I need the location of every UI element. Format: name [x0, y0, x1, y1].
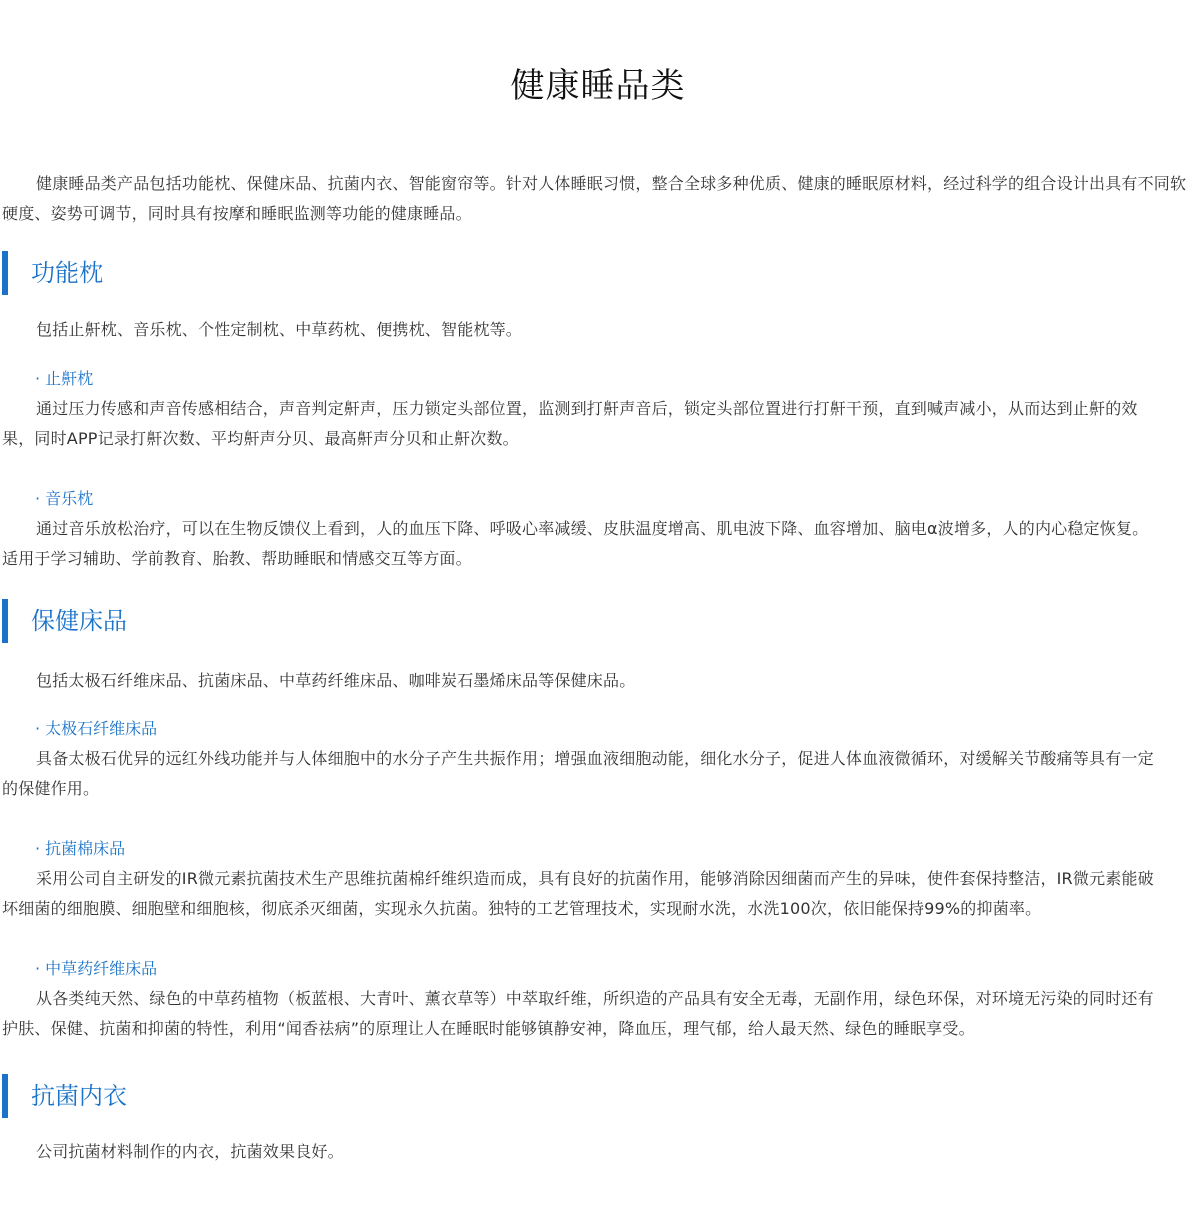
section-title: 抗菌内衣: [31, 1082, 127, 1110]
section-accent-bar: [2, 251, 8, 295]
section-header-antibacterial-underwear: [0, 1074, 600, 1118]
section-title: 功能枕: [31, 259, 103, 287]
subsection-title: · 音乐枕: [35, 489, 94, 508]
subsection-body: 通过压力传感和声音传感相结合，声音判定鼾声，压力锁定头部位置，监测到打鼾声音后，锁定头部位置进行打鼾干预，直到喊声减小，从而达到止鼾的效果，同时APP记录打鼾次数、平均鼾声分贝、最高鼾声分贝和止鼾次数。: [2, 399, 1138, 448]
section-header-functional-pillow: [0, 251, 600, 295]
intro-paragraph: 健康睡品类产品包括功能枕、保健床品、抗菌内衣、智能窗帘等。针对人体睡眠习惯，整合全球多种优质、健康的睡眠原材料，经过科学的组合设计出具有不同软硬度、姿势可调节，同时具有按摩和睡眠监测等功能的健康睡品。: [2, 174, 1187, 223]
section-header-health-bedding: [0, 599, 600, 643]
subsection-title: · 抗菌棉床品: [35, 839, 126, 858]
subsection-title: · 中草药纤维床品: [35, 959, 158, 978]
section-summary: 包括太极石纤维床品、抗菌床品、中草药纤维床品、咖啡炭石墨烯床品等保健床品。: [36, 671, 636, 690]
section-summary: 公司抗菌材料制作的内衣，抗菌效果良好。: [36, 1142, 344, 1161]
section-accent-bar: [2, 599, 8, 643]
subsection-body: 具备太极石优异的远红外线功能并与人体细胞中的水分子产生共振作用；增强血液细胞动能，细化水分子，促进人体血液微循环，对缓解关节酸痛等具有一定的保健作用。: [2, 749, 1154, 798]
section-summary: 包括止鼾枕、音乐枕、个性定制枕、中草药枕、便携枕、智能枕等。: [36, 320, 523, 339]
subsection-body: 从各类纯天然、绿色的中草药植物（板蓝根、大青叶、薰衣草等）中萃取纤维，所织造的产品具有安全无毒，无副作用，绿色环保，对环境无污染的同时还有护肤、保健、抗菌和抑菌的特性，利用“闻香祛病”的原理让人在睡眠时能够镇静安神，降血压，理气郁，给人最天然、绿色的睡眠享受。: [2, 989, 1154, 1038]
subsection-body: 采用公司自主研发的IR微元素抗菌技术生产思维抗菌棉纤维织造而成，具有良好的抗菌作用，能够消除因细菌而产生的异味，使件套保持整洁，IR微元素能破坏细菌的细胞膜、细胞壁和细胞核，彻底杀灭细菌，实现永久抗菌。独特的工艺管理技术，实现耐水洗，水洗100次，依旧能保持99%的抑菌率。: [2, 869, 1154, 918]
subsection-body: 通过音乐放松治疗，可以在生物反馈仪上看到，人的血压下降、呼吸心率减缓、皮肤温度增高、肌电波下降、血容增加、脑电α波增多，人的内心稳定恢复。适用于学习辅助、学前教育、胎教、帮助睡眠和情感交互等方面。: [2, 519, 1149, 568]
page-title: 健康睡品类: [510, 66, 686, 106]
subsection-title: · 太极石纤维床品: [35, 719, 158, 738]
section-accent-bar: [2, 1074, 8, 1118]
subsection-title: · 止鼾枕: [35, 369, 94, 388]
section-title: 保健床品: [31, 607, 127, 635]
